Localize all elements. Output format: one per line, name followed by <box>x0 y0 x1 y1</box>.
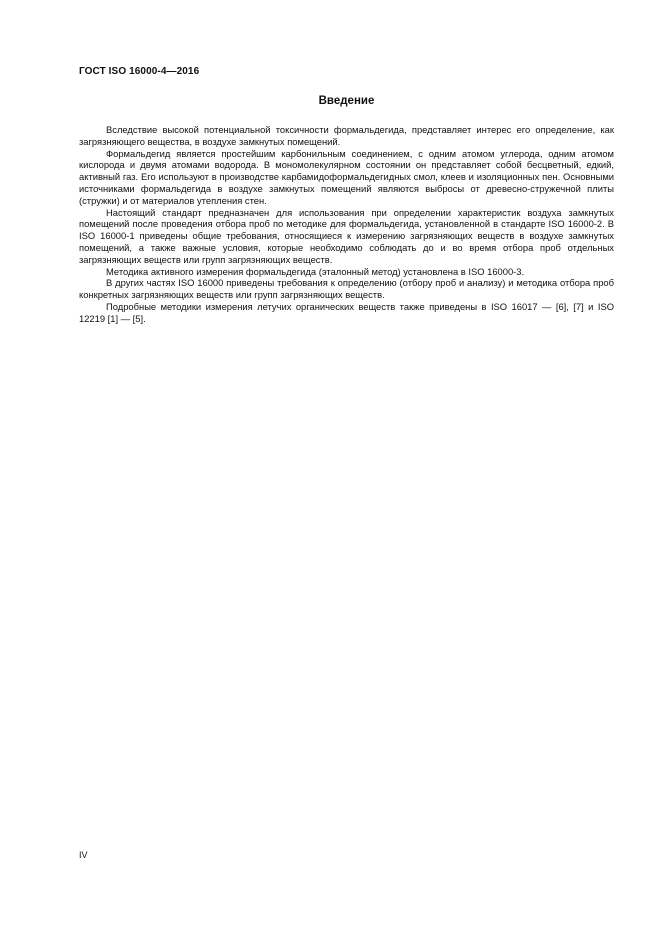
section-title: Введение <box>318 95 375 107</box>
paragraph: Настоящий стандарт предназначен для использования при определении характеристик воздуха замкнутых помещений после проведения отбора проб по методике для формальдегида, установленной в стандарте ISO 16000-2. В ISO 16000-1 приведены общие требования, относящиеся к измерению загрязняющих веществ в воздухе замкнутых помещений, а также важные условия, которые необходимо соблюдать до и во время отбора проб отдельных загрязняющих веществ или групп загрязняющих веществ. <box>79 206 614 265</box>
page-number: IV <box>79 850 88 860</box>
introduction-body <box>79 124 614 325</box>
paragraph: Формальдегид является простейшим карбонильным соединением, с одним атомом углерода, одним атомом кислорода и двумя атомами водорода. В мономолекулярном состоянии он представляет собой бесцветный, едкий, активный газ. Его используют в производстве карбамидоформальдегидных смол, клеев и изоляционных пен. Основными источниками формальдегида в воздухе замкнутых помещений являются выбросы от древесно-стружечной плиты (стружки) и от материалов утепления стен. <box>79 147 614 206</box>
standard-code-header: ГОСТ ISO 16000-4—2016 <box>79 66 200 77</box>
paragraph: Методика активного измерения формальдегида (эталонный метод) установлена в ISO 16000-3. <box>106 265 525 277</box>
paragraph: Вследствие высокой потенциальной токсичности формальдегида, представляет интерес его определение, как загрязняющего вещества, в воздухе замкнутых помещений. <box>79 124 614 147</box>
paragraph: Подробные методики измерения летучих органических веществ также приведены в ISO 16017 — [6], [7] и ISO 12219 [1] — [5]. <box>79 300 614 324</box>
paragraph: В других частях ISO 16000 приведены требования к определению (отбору проб и анализу) и методика отбора проб конкретных загрязняющих веществ или групп загрязняющих веществ. <box>79 277 614 301</box>
